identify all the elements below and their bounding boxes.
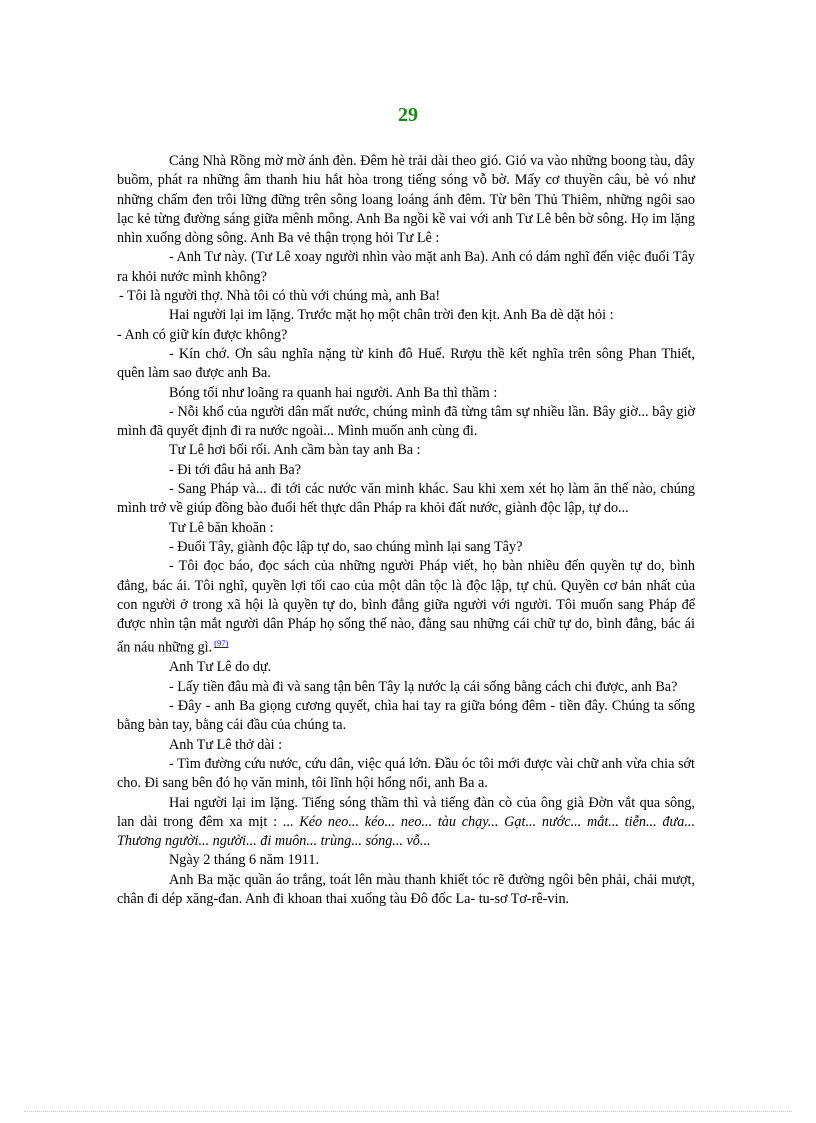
song-lyrics: Kéo neo... kéo... neo... tàu chạy... Gạt... nước... mắt... tiễn... đưa... Thương người... người... đi muôn... trùng... sóng... vỗ... [117,813,695,850]
paragraph: Anh Tư Lê thở dài : [169,736,283,753]
paragraph-with-footnote [117,557,695,658]
paragraph: - Sang Pháp và... đi tới các nước văn minh khác. Sau khi xem xét họ làm ăn thế nào, chúng mình trở về giúp đồng bào đuổi hết thực dân Pháp ra khỏi đất nước, giành độc lập, tự do... [117,481,695,517]
paragraph-text: - Tôi đọc báo, đọc sách của những người Pháp viết, họ bàn nhiều đến quyền tự do, bình đẳng, bác ái. Tôi nghĩ, quyền lợi tối cao của một dân tộc là độc lập, tự chủ. Quyền cơ bản nhất của con người ở trong xã hội là quyền tự do, bình đẳng giữa người với người. Tôi muốn sang Pháp để được nhìn tận mắt người dân Pháp họ sống thế nào, đằng sau những cái chữ tự do, bình đẳng, bác ái ẩn náu những gì. [117,558,695,657]
paragraph-text: Hai người lại im lặng. Tiếng sóng thầm thì và tiếng đàn cò của ông già Đờn vắt qua sông, lan dài trong đêm xa mịt : ... [117,794,695,830]
paragraph: - Nỗi khổ của người dân mất nước, chúng mình đã từng tâm sự nhiều lần. Bây giờ... bây giờ mình đã quyết định đi ra nước ngoài... Mình muốn anh cùng đi. [117,403,695,440]
paragraph: - Anh có giữ kín được không? [117,326,288,343]
paragraph-with-lyrics [117,794,695,852]
paragraph: Tư Lê băn khoăn : [169,519,274,536]
paragraph: - Lấy tiền đâu mà đi và sang tận bên Tây lạ nước lạ cái sống bằng cách chi được, anh Ba? [169,678,678,695]
paragraph: - Đuổi Tây, giành độc lập tự do, sao chúng mình lại sang Tây? [169,538,523,555]
paragraph: Bóng tối như loãng ra quanh hai người. Anh Ba thì thầm : [169,384,498,401]
paragraph: - Anh Tư này. (Tư Lê xoay người nhìn vào mặt anh Ba). Anh có dám nghĩ đến việc đuổi Tây ra khỏi nước mình không? [117,249,695,285]
paragraph: - Đi tới đâu hả anh Ba? [169,461,301,478]
paragraph: - Kín chớ. Ơn sâu nghĩa nặng từ kinh đô Huế. Rượu thề kết nghĩa trên sông Phan Thiết, quên làm sao được anh Ba. [117,345,695,382]
page-number: 29 [398,104,418,126]
paragraph: Tư Lê hơi bối rối. Anh cầm bàn tay anh Ba : [169,442,421,459]
paragraph: Hai người lại im lặng. Trước mặt họ một chân trời đen kịt. Anh Ba dè dặt hỏi : [169,307,614,324]
chapter-text [117,152,695,909]
date-line: Ngày 2 tháng 6 năm 1911. [169,852,319,869]
paragraph: - Tìm đường cứu nước, cứu dân, việc quá lớn. Đầu óc tôi mới được vài chữ anh vừa chia sớt cho. Đi sang bên đó họ văn minh, tôi lĩnh hội hổng nổi, anh Ba a. [117,755,695,792]
paragraph: Anh Tư Lê do dự. [169,659,272,676]
paragraph: - Tôi là người thợ. Nhà tôi có thù với chúng mà, anh Ba! [119,288,441,305]
paragraph: Cảng Nhà Rồng mờ mờ ánh đèn. Đêm hè trải dài theo gió. Gió va vào những boong tàu, dây buồm, phát ra những âm thanh hiu hắt hòa trong tiếng sóng vỗ bờ. Mấy cơ thuyền câu, bè vó như những chấm đen trôi lững đững trên sông loang loáng ánh đêm. Từ bên Thủ Thiêm, những ngôi sao lạc kẻ từng đường sáng giữa mênh mông. Anh Ba ngồi kề vai với anh Tư Lê bên bờ sông. Họ im lặng nhìn xuống dòng sông. Anh Ba vẻ thận trọng hỏi Tư Lê : [117,153,695,247]
paragraph: Anh Ba mặc quần áo trắng, toát lên màu thanh khiết tóc rẽ đường ngôi bên phải, chải mượt, chân đi dép xăng-đan. Anh đi khoan thai xuống tàu Đô đốc La- tu-sơ Tơ-rê-vin. [117,871,695,908]
paragraph: - Đây - anh Ba giọng cương quyết, chìa hai tay ra giữa bóng đêm - tiền đây. Chúng ta sống bằng bàn tay, bằng cái đầu của chúng ta. [117,698,695,734]
page-divider [24,1111,792,1112]
footnote-link[interactable]: (97) [214,638,229,649]
